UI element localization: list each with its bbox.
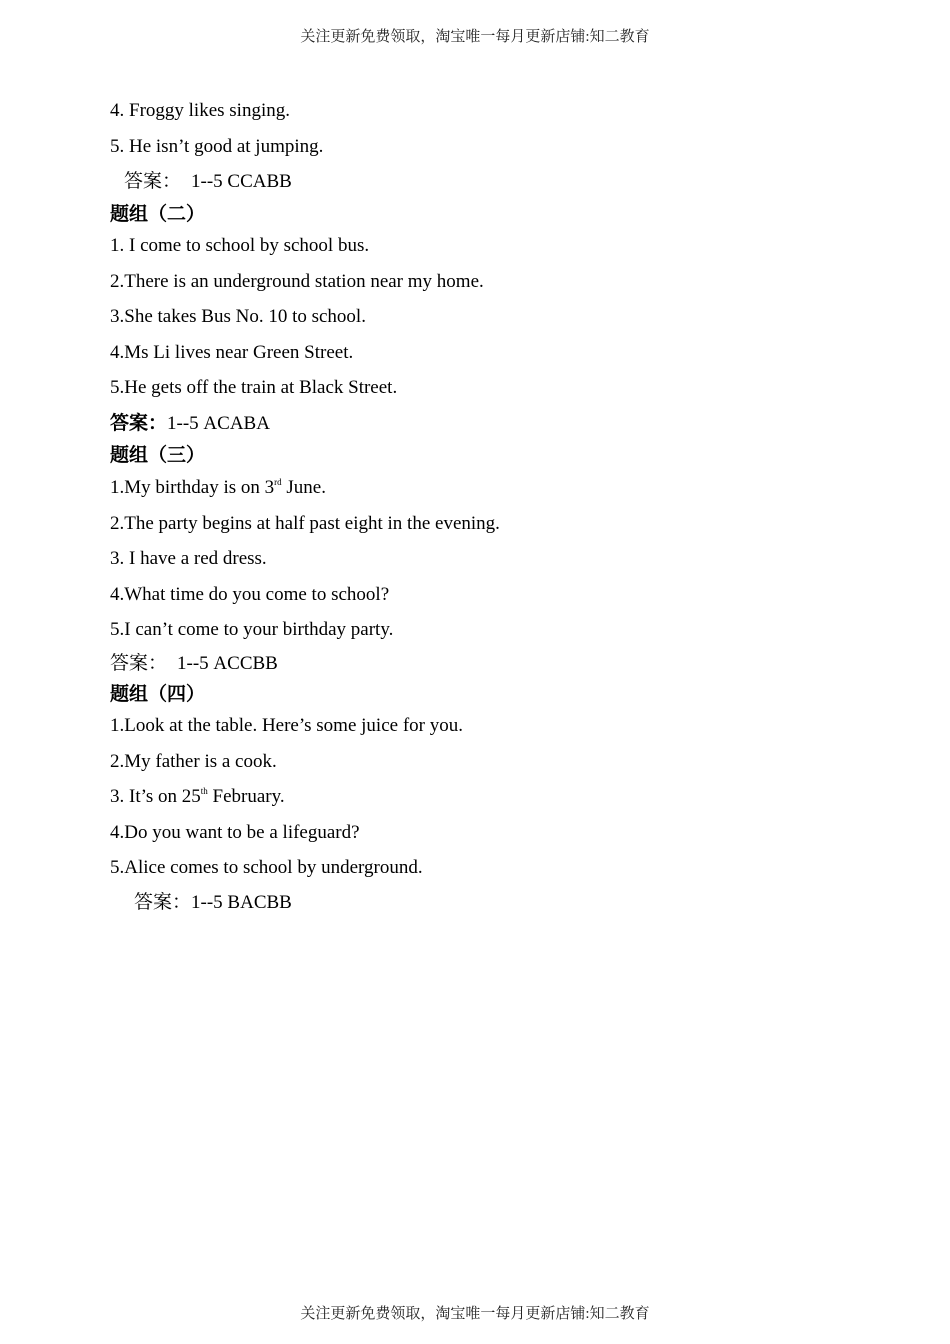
list-item: 1. I come to school by school bus.: [110, 235, 370, 256]
answer-value: 1--5 BACBB: [191, 892, 292, 913]
list-item: 3.She takes Bus No. 10 to school.: [110, 306, 366, 327]
list-item: 2.The party begins at half past eight in the evening.: [110, 513, 500, 534]
list-item: 5.I can’t come to your birthday party.: [110, 619, 394, 640]
ordinal-suffix: rd: [274, 477, 282, 487]
list-item: 5.He gets off the train at Black Street.: [110, 377, 398, 398]
item-text: February.: [207, 786, 285, 807]
page-footer: 关注更新免费领取，淘宝唯一每月更新店铺:知二教育: [300, 1306, 650, 1322]
list-item: 2.There is an underground station near my home.: [110, 271, 484, 292]
answer-line: [124, 172, 292, 191]
list-item: 5. He isn’t good at jumping.: [110, 136, 324, 157]
item-text: 1.My birthday is on 3: [110, 477, 275, 498]
list-item: 1.Look at the table. Here’s some juice for you.: [110, 715, 463, 736]
list-item: 4. Froggy likes singing.: [110, 100, 290, 121]
list-item: [110, 478, 326, 497]
list-item: 3. I have a red dress.: [110, 548, 267, 569]
group-title: 题组（二）: [110, 204, 206, 225]
answer-line: [110, 414, 270, 433]
answer-value: 1--5 ACCBB: [177, 653, 278, 674]
answer-line: [134, 893, 292, 912]
page-header: 关注更新免费领取，淘宝唯一每月更新店铺:知二教育: [300, 29, 650, 45]
answer-label: 答案：: [124, 171, 182, 192]
list-item: 5.Alice comes to school by underground.: [110, 857, 423, 878]
list-item: 4.Do you want to be a lifeguard?: [110, 822, 360, 843]
list-item: 4.What time do you come to school?: [110, 584, 390, 605]
answer-line: [110, 654, 278, 673]
ordinal-suffix: th: [200, 786, 208, 796]
list-item: 4.Ms Li lives near Green Street.: [110, 342, 354, 363]
answer-label: 答案：: [110, 653, 168, 674]
group-title: 题组（四）: [110, 684, 206, 705]
item-text: June.: [281, 477, 326, 498]
answer-value: 1--5 CCABB: [191, 171, 292, 192]
item-text: 3. It’s on 25: [110, 786, 201, 807]
list-item: [110, 787, 285, 806]
list-item: 2.My father is a cook.: [110, 751, 277, 772]
group-title: 题组（三）: [110, 445, 206, 466]
answer-label: 答案：: [110, 413, 168, 434]
answer-value: 1--5 ACABA: [167, 413, 270, 434]
answer-label: 答案：: [134, 892, 192, 913]
